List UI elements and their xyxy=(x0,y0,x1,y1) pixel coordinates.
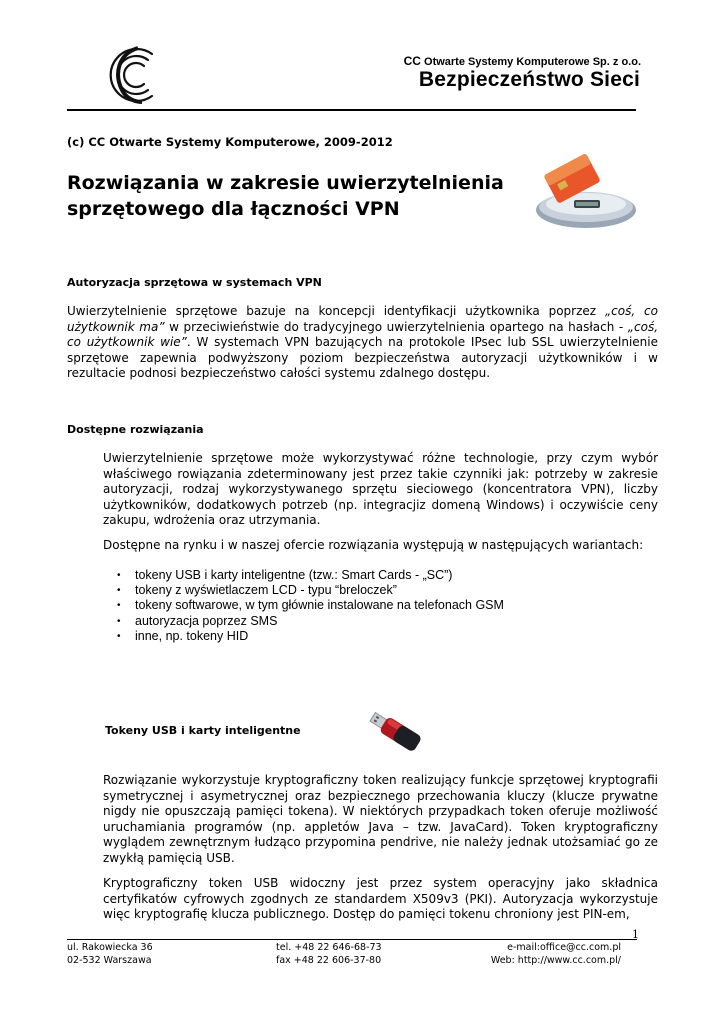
copyright-notice: (c) CC Otwarte Systemy Komputerowe, 2009-2012 xyxy=(67,135,393,149)
footer-address xyxy=(67,941,153,967)
paragraph-auth-text-3: . W systemach VPN bazujących na protokole IPsec lub SSL uwierzytelnienie sprzętowe zapewnia podwyższony poziom bezpieczeństwa autoryzacji użytkowników i w rezultacie podnosi bezpieczeństwo całości systemu zdalnego dostępu. xyxy=(67,335,658,381)
paragraph-usb-1: Rozwiązanie wykorzystuje kryptograficzny token realizujący funkcje sprzętowej kryptografii symetrycznej i asymetrycznej oraz bezpiecznego przechowania kluczy (klucze prywatne nigdy nie opuszczają pamięci tokena). W niektórych przypadkach token oferuje możliwość uruchamiania programów (np. appletów Java – tzw. JavaCard). Token kryptograficzny wyglądem zewnętrznym łudząco przypomina pendrive, nie należy jednak utożsamiać go ze zwykłą pamięcią USB. xyxy=(103,773,658,865)
footer-divider xyxy=(67,939,637,940)
paragraph-auth-text-2: w przeciwieństwie do tradycyjnego uwierzytelnienia opartego na hasłach - xyxy=(164,319,628,334)
header-divider xyxy=(67,109,636,111)
list-item: • tokeny z wyświetlaczem LCD - typu “breloczek” xyxy=(117,583,504,598)
company-logo xyxy=(108,44,166,106)
solutions-list xyxy=(117,568,504,644)
footer-address-line-2: 02-532 Warszawa xyxy=(67,955,152,966)
paragraph-auth xyxy=(67,304,658,382)
footer-tel: tel. +48 22 646-68-73 xyxy=(276,942,382,953)
page-title-line-1: Rozwiązania w zakresie uwierzytelnienia xyxy=(67,172,504,194)
footer-contact xyxy=(491,941,621,967)
paragraph-available-1: Uwierzytelnienie sprzętowe może wykorzystywać różne technologie, przy czym wybór właściwego rowiązania zdeterminowany jest przez takie czynniki jak: potrzeby w zakresie autoryzacji, rodzaj wykorzystywanego sprzętu sieciowego (koncentratora VPN), liczby użytkowników, dodatkowych potrzeb (np. integracjiz domeną Windows) i oczywiście ceny zakupu, wdrożenia oraz utrzymania. xyxy=(103,451,658,528)
list-item: • autoryzacja poprzez SMS xyxy=(117,614,504,629)
company-name xyxy=(404,54,641,68)
list-item: • tokeny USB i karty inteligentne (tzw.: Smart Cards - „SC”) xyxy=(117,568,504,583)
paragraph-auth-quote-1: „coś, co użytkownik ma” xyxy=(67,304,658,334)
footer-address-line-1: ul. Rakowiecka 36 xyxy=(67,942,153,953)
page-title-line-2: sprzętowego dla łączności VPN xyxy=(67,198,400,220)
footer-web[interactable]: Web: http://www.cc.com.pl/ xyxy=(490,955,621,966)
paragraph-auth-text-1: Uwierzytelnienie sprzętowe bazuje na koncepcji identyfikacji użytkownika poprzez xyxy=(67,304,605,318)
company-rest: Otwarte Systemy Komputerowe Sp. z o.o. xyxy=(420,56,641,68)
smart-card-reader-image xyxy=(534,152,638,234)
section-heading-available: Dostępne rozwiązania xyxy=(67,423,204,436)
footer-fax: fax +48 22 606-37-80 xyxy=(276,955,382,966)
page-title xyxy=(67,170,537,222)
footer-email[interactable]: e-mail:office@cc.com.pl xyxy=(507,942,621,953)
paragraph-usb-2: Kryptograficzny token USB widoczny jest przez system operacyjny jako składnica certyfikatów cyfrowych zgodnych ze standardem X509v3 (PKI). Autoryzacja wykorzystuje więc kryptografię klucza publicznego. Dostęp do pamięci tokenu chroniony jest PIN-em, xyxy=(103,876,658,922)
footer-phone xyxy=(276,941,382,967)
company-cc: CC xyxy=(403,54,421,68)
section-heading-auth: Autoryzacja sprzętowa w systemach VPN xyxy=(67,276,322,289)
list-item: • tokeny softwarowe, w tym głównie instalowane na telefonach GSM xyxy=(117,598,504,613)
page-number: 1 xyxy=(632,928,639,941)
document-header-title: Bezpieczeństwo Sieci xyxy=(418,68,640,91)
usb-token-image xyxy=(366,709,424,755)
paragraph-auth-quote-2: „coś, co użytkownik wie” xyxy=(67,319,659,350)
list-item: • inne, np. tokeny HID xyxy=(117,629,504,644)
section-heading-usb: Tokeny USB i karty inteligentne xyxy=(105,724,301,737)
paragraph-available-2: Dostępne na rynku i w naszej ofercie rozwiązania występują w następujących wariantach: xyxy=(103,538,644,552)
